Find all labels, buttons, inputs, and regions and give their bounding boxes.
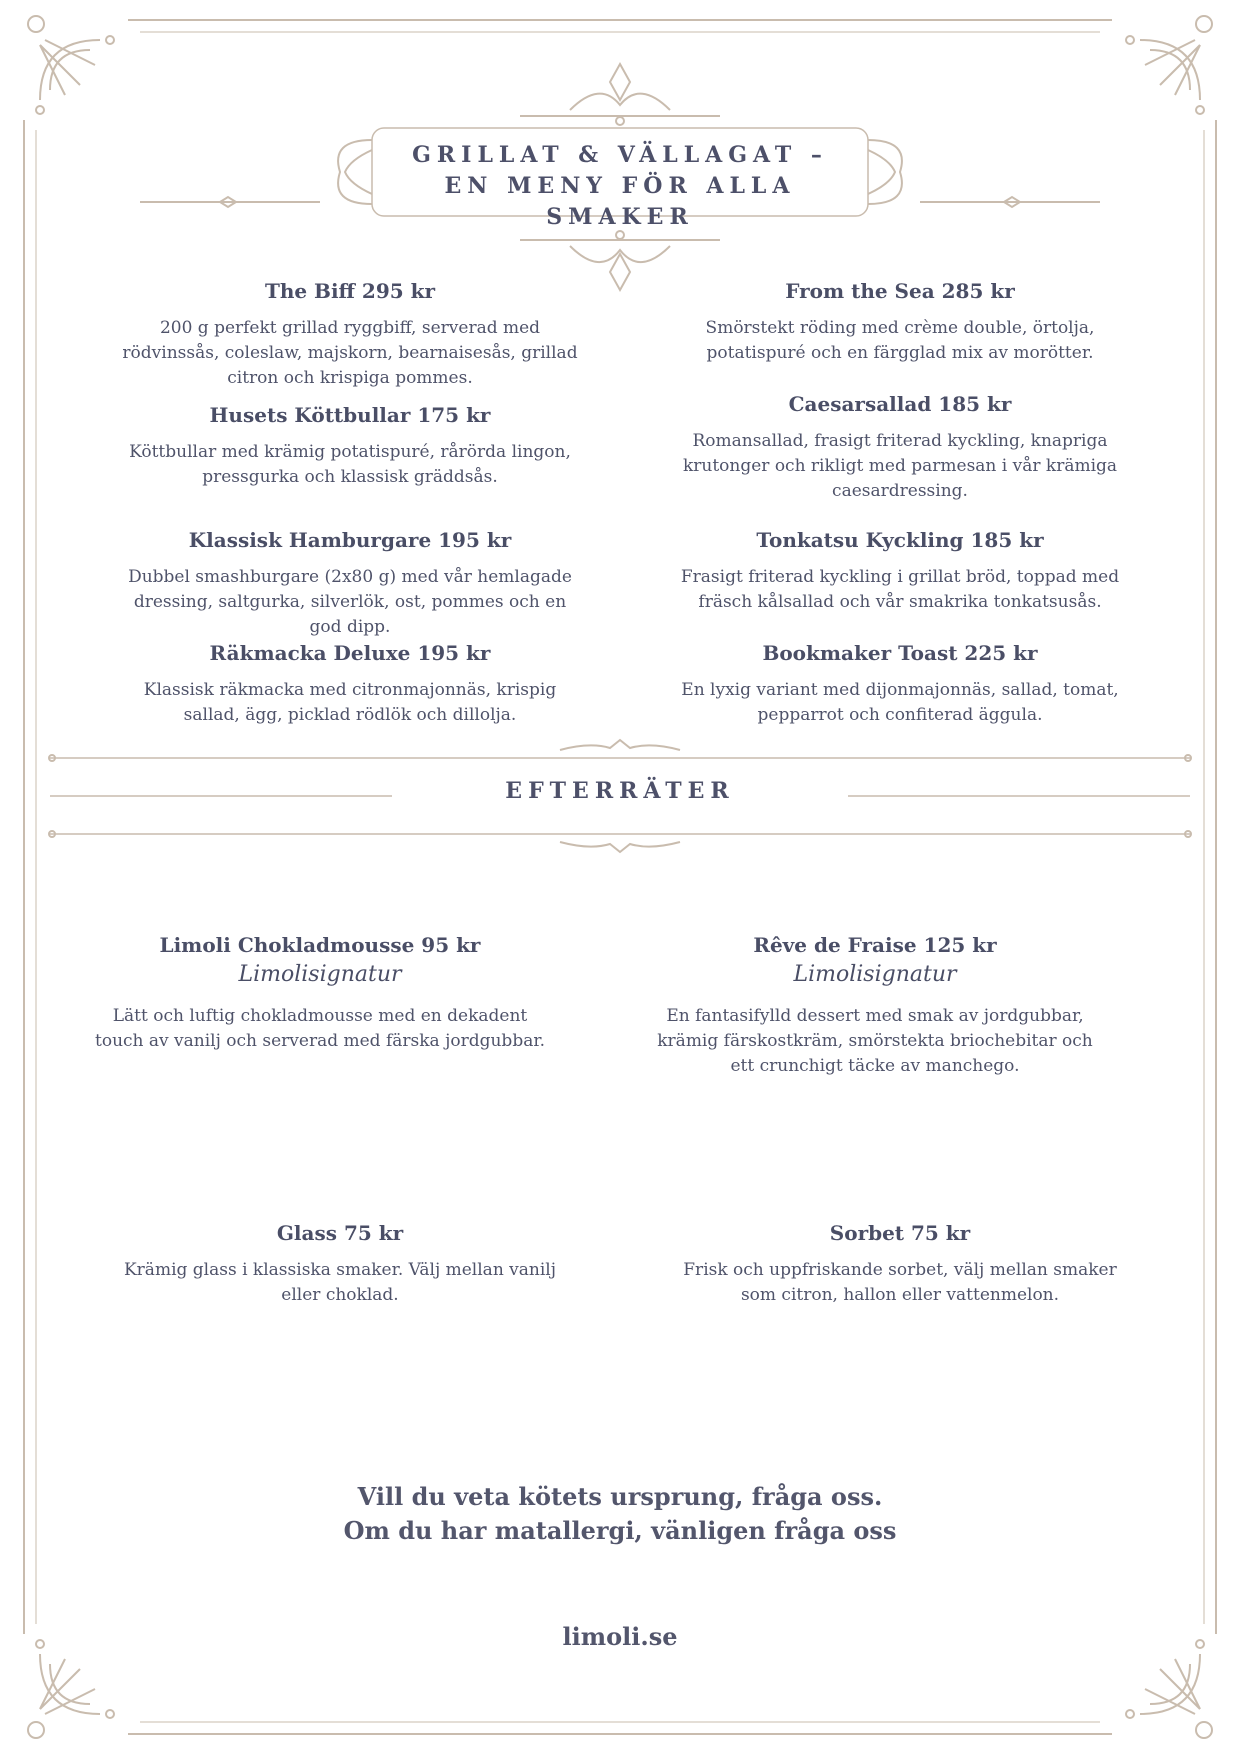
corner-ornament-br xyxy=(1126,1640,1212,1738)
dessert-item-name: Limoli Chokladmousse 95 kr xyxy=(159,933,481,957)
menu-item-tonkatsu-kyckling xyxy=(660,527,1140,615)
menu-item-description: En lyxig variant med dijonmajonnäs, sallad, tomat, pepparrot och confiterad äggula. xyxy=(681,680,1119,725)
menu-item-description: Klassisk räkmacka med citronmajonnäs, krispig sallad, ägg, picklad rödlök och dillolja. xyxy=(143,680,557,725)
signature-label: Limolisignatur xyxy=(793,962,957,987)
menu-item-klassisk-hamburgare xyxy=(125,527,575,640)
menu-item-the-biff xyxy=(120,278,580,391)
menu-item-description: Frasigt friterad kyckling i grillat bröd, toppad med fräsch kålsallad och vår smakrika tonkatsusås. xyxy=(680,567,1120,612)
dessert-item-name: Glass 75 kr xyxy=(276,1221,404,1245)
corner-ornament-bl xyxy=(28,1640,114,1738)
menu-item-description: Köttbullar med krämig potatispuré, rårörda lingon, pressgurka och klassisk gräddsås. xyxy=(129,442,571,487)
dessert-item-description: En fantasifylld dessert med smak av jordgubbar, krämig färskostkräm, smörstekta briochebitar och ett crunchigt täcke av manchego. xyxy=(657,1006,1093,1076)
menu-item-name: Räkmacka Deluxe 195 kr xyxy=(209,641,491,665)
dessert-item-name: Rêve de Fraise 125 kr xyxy=(753,933,997,957)
menu-item-name: The Biff 295 kr xyxy=(264,279,436,303)
dessert-item-description: Lätt och luftig chokladmousse med en dekadent touch av vanilj och serverad med färska jordgubbar. xyxy=(95,1006,545,1051)
menu-item-rakmacka-deluxe xyxy=(125,640,575,728)
menu-item-description: Smörstekt röding med crème double, örtolja, potatispuré och en färgglad mix av morötter. xyxy=(705,318,1095,363)
corner-ornament-tr xyxy=(1126,16,1212,114)
dessert-item-name: Sorbet 75 kr xyxy=(829,1221,971,1245)
dessert-item-sorbet xyxy=(680,1220,1120,1308)
menu-item-name: Tonkatsu Kyckling 185 kr xyxy=(756,528,1044,552)
allergy-note-line-1: Vill du veta kötets ursprung, fråga oss. xyxy=(357,1482,883,1511)
dessert-item-description: Krämig glass i klassiska smaker. Välj mellan vanilj eller choklad. xyxy=(123,1260,557,1305)
dessert-item-reve-de-fraise xyxy=(645,932,1105,1079)
menu-item-description: Dubbel smashburgare (2x80 g) med vår hemlagade dressing, saltgurka, silverlök, ost, pommes och en god dipp. xyxy=(128,567,572,637)
menu-item-name: From the Sea 285 kr xyxy=(785,279,1015,303)
corner-ornament-tl xyxy=(28,16,114,114)
menu-item-from-the-sea xyxy=(670,278,1130,366)
menu-item-description: Romansallad, frasigt friterad kyckling, knapriga krutonger och rikligt med parmesan i vår krämiga caesardressing. xyxy=(682,431,1118,501)
menu-item-caesarsallad xyxy=(660,391,1140,504)
menu-item-name: Caesarsallad 185 kr xyxy=(788,392,1012,416)
signature-label: Limolisignatur xyxy=(238,962,402,987)
dessert-item-chokladmousse xyxy=(95,932,545,1054)
menu-item-description: 200 g perfekt grillad ryggbiff, serverad med rödvinssås, coleslaw, majskorn, bearnaisesås, grillad citron och krispiga pommes. xyxy=(122,318,578,388)
allergy-note-line-2: Om du har matallergi, vänligen fråga oss xyxy=(343,1516,897,1545)
desserts-title: EFTERRÄTER xyxy=(505,778,735,804)
website-link[interactable]: limoli.se xyxy=(562,1622,678,1651)
menu-item-bookmaker-toast xyxy=(670,640,1130,728)
allergy-note xyxy=(220,1480,1020,1548)
menu-item-name: Husets Köttbullar 175 kr xyxy=(209,403,491,427)
menu-item-name: Klassisk Hamburgare 195 kr xyxy=(188,528,512,552)
menu-title: GRILLAT & VÄLLAGAT – EN MENY FÖR ALLA SMAKER xyxy=(412,142,828,230)
dessert-item-description: Frisk och uppfriskande sorbet, välj mellan smaker som citron, hallon eller vattenmelon. xyxy=(683,1260,1117,1305)
menu-item-husets-kottbullar xyxy=(120,402,580,490)
menu-item-name: Bookmaker Toast 225 kr xyxy=(762,641,1038,665)
dessert-item-glass xyxy=(120,1220,560,1308)
